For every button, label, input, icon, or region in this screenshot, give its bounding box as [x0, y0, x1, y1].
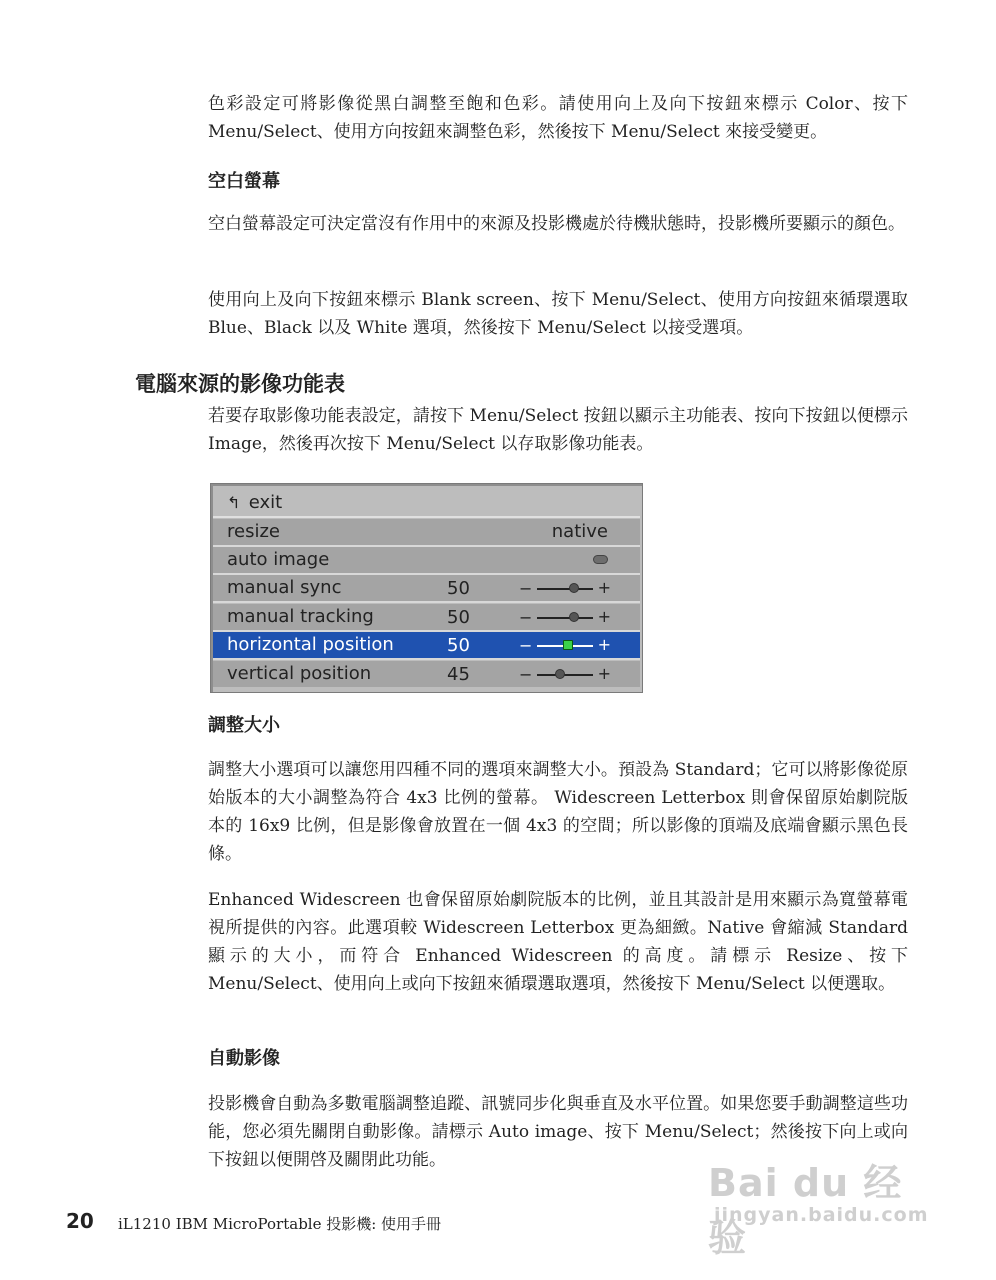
- slider-thumb[interactable]: [555, 669, 565, 679]
- menu-row-vertical-position[interactable]: [213, 661, 640, 687]
- plus-icon: +: [597, 607, 611, 626]
- menu-horizontal-position-value: 50: [447, 635, 470, 656]
- baidu-watermark: [708, 1152, 938, 1260]
- menu-vertical-position-label: vertical position: [227, 663, 372, 684]
- menu-resize-value: native: [551, 521, 608, 542]
- plus-icon: +: [597, 578, 611, 597]
- manual-sync-slider[interactable]: [519, 579, 611, 597]
- vertical-position-slider[interactable]: [519, 665, 611, 683]
- minus-icon: −: [519, 665, 533, 684]
- menu-auto-image-label: auto image: [227, 549, 330, 570]
- toggle-icon[interactable]: [593, 555, 608, 564]
- menu-vertical-position-value: 45: [447, 664, 470, 685]
- horizontal-position-slider[interactable]: [519, 636, 611, 654]
- auto-image-heading: 自動影像: [208, 1048, 280, 1069]
- menu-horizontal-position-label: horizontal position: [227, 634, 394, 655]
- slider-thumb[interactable]: [563, 640, 573, 650]
- menu-exit-label: exit: [248, 492, 283, 513]
- slider-thumb[interactable]: [569, 583, 579, 593]
- plus-icon: +: [597, 664, 611, 683]
- menu-row-resize[interactable]: [213, 519, 640, 547]
- menu-manual-tracking-label: manual tracking: [227, 606, 374, 627]
- menu-exit: [227, 492, 282, 513]
- footer-title: iL1210 IBM MicroPortable 投影機: 使用手冊: [118, 1215, 442, 1233]
- image-menu-section-title: 電腦來源的影像功能表: [135, 372, 345, 396]
- minus-icon: −: [519, 579, 533, 598]
- menu-manual-tracking-value: 50: [447, 607, 470, 628]
- blank-screen-heading: 空白螢幕: [208, 171, 280, 192]
- resize-paragraph-1: 調整大小選項可以讓您用四種不同的選項來調整大小。預設為 Standard；它可以將影像從原始版本的大小調整為符合 4x3 比例的螢幕。 Widescreen Letterbox 則會保留原始劇院版本的 16x9 比例，但是影像會放置在一個 4x3 的空間；所以影像的頂端及底端會顯示黑色長條。: [208, 760, 908, 864]
- return-arrow-icon: ↰: [227, 493, 241, 512]
- plus-icon: +: [597, 635, 611, 654]
- menu-row-manual-tracking[interactable]: [213, 604, 640, 632]
- menu-row-manual-sync[interactable]: [213, 575, 640, 603]
- menu-row-auto-image[interactable]: [213, 547, 640, 575]
- color-paragraph: 色彩設定可將影像從黑白調整至飽和色彩。請使用向上及向下按鈕來標示 Color、按下 Menu/Select、使用方向按鈕來調整色彩，然後按下 Menu/Select 來接受變更。: [208, 94, 908, 142]
- resize-paragraph-2: Enhanced Widescreen 也會保留原始劇院版本的比例，並且其設計是用來顯示為寬螢幕電視所提供的內容。此選項較 Widescreen Letterbox 更為細緻。Native 會縮減 Standard 顯示的大小，而符合 Enhanced Widescreen 的高度。請標示 Resize、按下 Menu/Select、使用向上或向下按鈕來循環選取選項，然後按下 Menu/Select 以便選取。: [208, 890, 908, 994]
- manual-tracking-slider[interactable]: [519, 608, 611, 626]
- minus-icon: −: [519, 636, 533, 655]
- watermark-url: jingyan.baidu.com: [714, 1204, 929, 1226]
- slider-thumb[interactable]: [569, 612, 579, 622]
- image-menu-intro: 若要存取影像功能表設定，請按下 Menu/Select 按鈕以顯示主功能表、按向下按鈕以便標示 Image，然後再次按下 Menu/Select 以存取影像功能表。: [208, 406, 908, 454]
- slider-track: [537, 617, 593, 619]
- slider-track: [537, 674, 593, 676]
- resize-heading: 調整大小: [208, 715, 280, 736]
- blank-screen-paragraph-2: 使用向上及向下按鈕來標示 Blank screen、按下 Menu/Select、使用方向按鈕來循環選取 Blue、Black 以及 White 選項，然後按下 Menu/Select 以接受選項。: [208, 290, 908, 338]
- menu-manual-sync-value: 50: [447, 578, 470, 599]
- auto-image-paragraph: 投影機會自動為多數電腦調整追蹤、訊號同步化與垂直及水平位置。如果您要手動調整這些功能，您必須先關閉自動影像。請標示 Auto image、按下 Menu/Select；然後按下向上或向下按鈕以便開啓及關閉此功能。: [208, 1094, 908, 1170]
- image-menu-osd: [210, 483, 643, 693]
- page-number: 20: [66, 1209, 94, 1233]
- watermark-logo: Bai du 经验: [708, 1161, 903, 1260]
- menu-resize-label: resize: [227, 521, 280, 542]
- blank-screen-paragraph-1: 空白螢幕設定可決定當沒有作用中的來源及投影機處於待機狀態時，投影機所要顯示的顏色。: [208, 214, 905, 234]
- menu-row-exit[interactable]: [213, 490, 640, 518]
- minus-icon: −: [519, 608, 533, 627]
- menu-manual-sync-label: manual sync: [227, 577, 342, 598]
- menu-row-horizontal-position[interactable]: [213, 632, 640, 660]
- slider-track: [537, 588, 593, 590]
